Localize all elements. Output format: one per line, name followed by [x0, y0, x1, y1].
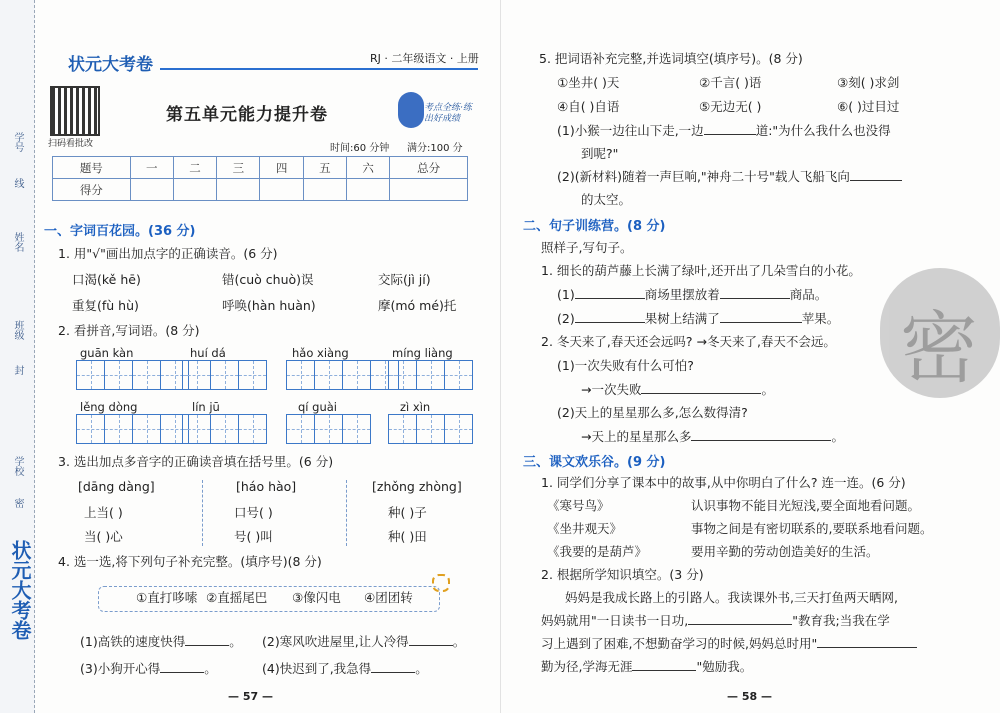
q5-word: ⑥( )过目过: [837, 99, 900, 114]
score-col-5: 五: [303, 157, 346, 179]
score-col-2: 二: [173, 157, 216, 179]
q2-pinyin: hǎo xiàng: [292, 346, 349, 360]
q4-item: (2)寒风吹进屋里,让人冷得 。: [262, 634, 466, 649]
q5-s2-cont: 的太空。: [581, 192, 632, 207]
q4-option: ③像闪电: [292, 590, 341, 605]
header-rule: [160, 68, 478, 70]
s2q1b-mid: 果树上结满了: [644, 311, 720, 326]
answer-blank[interactable]: [575, 310, 645, 323]
s2q1a-end: 商品。: [789, 287, 828, 302]
q3-group-header: [háo hào]: [236, 479, 297, 494]
s2q1-a: [557, 286, 827, 304]
q2-pinyin: lín jū: [192, 400, 220, 414]
answer-blank[interactable]: [691, 428, 831, 441]
score-cell[interactable]: [390, 179, 468, 201]
section-3-title: 三、课文欢乐谷。(9 分): [523, 455, 666, 470]
q4-item: (3)小狗开心得 。: [80, 661, 217, 676]
q1-item: 错(cuò chuò)误: [222, 272, 314, 287]
q2-answer-grid[interactable]: [286, 360, 399, 390]
s2q2-b-answer: →天上的星星那么多 。: [581, 429, 844, 444]
s2q1a-mid: 商场里摆放着: [644, 287, 720, 302]
q2-answer-grid[interactable]: [286, 414, 371, 444]
q5-word: ①坐井( )天: [557, 75, 620, 90]
q4-item-text: (1)高铁的速度快得: [80, 634, 186, 649]
q2-pinyin: míng liàng: [392, 346, 453, 360]
s3q1-left[interactable]: 《坐井观天》: [547, 521, 623, 536]
q4-title: 4. 选一选,将下列句子补充完整。(填序号)(8 分): [58, 554, 322, 569]
binding-label-xingming: 姓名: [12, 232, 23, 252]
q4-option: ②直摇尾巴: [206, 590, 268, 605]
brand-logo: 状元大考卷: [68, 55, 153, 75]
answer-blank[interactable]: [704, 122, 756, 135]
page-number-right: — 58 —: [727, 690, 772, 703]
q5-word: ④自( )自语: [557, 99, 620, 114]
score-table-header-row: [53, 157, 468, 179]
q3-group-item: 种( )田: [388, 529, 427, 544]
q1-item: 摩(mó mé)托: [378, 298, 457, 313]
q3-group-item: 上当( ): [84, 505, 123, 520]
score-col-4: 四: [260, 157, 303, 179]
sun-icon: [432, 574, 450, 592]
answer-blank[interactable]: [641, 381, 761, 394]
s3q2-para-1: 妈妈是我成长路上的引路人。我读课外书,三天打鱼两天晒网,: [565, 590, 898, 605]
s2q2-a: (1)一次失败有什么可怕?: [557, 358, 694, 373]
q2-answer-grid[interactable]: [388, 414, 473, 444]
para3-a: 习上遇到了困难,不想勤奋学习的时候,妈妈总时用": [541, 636, 818, 651]
score-cell[interactable]: [173, 179, 216, 201]
binding-mark-feng: 封: [12, 365, 23, 375]
page-number-left: — 57 —: [228, 690, 273, 703]
binding-mark-mi: 密: [12, 498, 23, 508]
q3-divider: [202, 480, 203, 546]
answer-blank[interactable]: [632, 658, 696, 671]
q1-item: 口渴(kě hē): [72, 272, 141, 287]
exam-full-score: 满分:100 分: [407, 143, 463, 154]
q5-sentence-1: [557, 122, 891, 140]
s2q1-example: 1. 细长的葫芦藤上长满了绿叶,还开出了几朵雪白的小花。: [541, 263, 861, 278]
q5-word: ②千言( )语: [699, 75, 762, 90]
para4-b: "勉励我。: [696, 659, 753, 674]
s2q2-example: 2. 冬天来了,春天还会远吗? →冬天来了,春天不会远。: [541, 334, 836, 349]
s3q2-para-4: [541, 658, 752, 676]
secret-seal-stamp: [880, 268, 1000, 398]
q5-s1-text: (1)小猴一边往山下走,一边: [557, 123, 704, 138]
header-meta: RJ · 二年级语文 · 上册: [370, 52, 479, 65]
mascot-icon: [398, 92, 424, 128]
score-col-total: 总分: [390, 157, 468, 179]
q1-item: 重复(fù hù): [72, 298, 139, 313]
s3q2-para-2: [541, 612, 890, 630]
q3-divider: [346, 480, 347, 546]
answer-blank[interactable]: [850, 168, 902, 181]
q3-group-item: 种( )子: [388, 505, 427, 520]
q5-word: ⑤无边无( ): [699, 99, 762, 114]
q4-option: ①直打哆嗦: [136, 590, 198, 605]
q5-s2-text: (2)(新材料)随着一声巨响,"神舟二十号"载人飞船飞向: [557, 169, 850, 184]
s2q2a-ans-prefix: →一次失败: [581, 382, 642, 397]
score-table: [52, 156, 468, 201]
s2q2-b: (2)天上的星星那么多,怎么数得清?: [557, 405, 748, 420]
q2-pinyin: lěng dòng: [80, 400, 138, 414]
q4-item-text: (4)快迟到了,我急得: [262, 661, 372, 676]
s3q1-title: 1. 同学们分享了课本中的故事,从中你明白了什么? 连一连。(6 分): [541, 475, 906, 490]
q3-title: 3. 选出加点多音字的正确读音填在括号里。(6 分): [58, 454, 334, 469]
q2-pinyin: huí dá: [190, 346, 226, 360]
score-row-label: 得分: [53, 179, 131, 201]
answer-blank[interactable]: [575, 286, 645, 299]
score-cell[interactable]: [217, 179, 260, 201]
q2-pinyin: qí guài: [298, 400, 337, 414]
answer-blank[interactable]: [720, 310, 802, 323]
mascot-slogan: 考点全练·练出好成绩: [424, 103, 472, 124]
s3q1-right[interactable]: 事物之间是有密切联系的,要联系地看问题。: [691, 521, 933, 536]
page-title: 第五单元能力提升卷: [166, 105, 328, 125]
q2-pinyin: zì xìn: [400, 400, 431, 414]
binding-mark-xian: 线: [12, 178, 23, 188]
q3-group-item: 当( )心: [84, 529, 123, 544]
para2-b: "教育我;当我在学: [792, 613, 890, 628]
score-col-6: 六: [347, 157, 390, 179]
q2-pinyin: guān kàn: [80, 346, 134, 360]
q3-group-header: [zhǒng zhòng]: [372, 479, 462, 494]
seal-glyph: 密: [900, 304, 979, 394]
binding-logo: 状元大考卷: [8, 540, 32, 640]
s3q1-left[interactable]: 《我要的是葫芦》: [547, 544, 648, 559]
score-col-1: 一: [130, 157, 173, 179]
q3-group-header: [dāng dàng]: [78, 479, 155, 494]
section-1-title: 一、字词百花园。(36 分): [44, 224, 196, 239]
q2-answer-grid[interactable]: [182, 360, 267, 390]
q2-answer-grid[interactable]: [76, 414, 189, 444]
score-col-3: 三: [217, 157, 260, 179]
answer-blank[interactable]: [409, 633, 453, 646]
q2-answer-grid[interactable]: [388, 360, 473, 390]
score-col-tihao: 题号: [53, 157, 131, 179]
para2-a: 妈妈就用"一日读书一日功,: [541, 613, 689, 628]
q5-title: 5. 把词语补充完整,并选词填空(填序号)。(8 分): [539, 51, 803, 66]
q3-group-item: 口号( ): [234, 505, 273, 520]
s3q1-right[interactable]: 认识事物不能目光短浅,要全面地看问题。: [691, 498, 920, 513]
answer-blank[interactable]: [688, 612, 792, 625]
s2q1b-prefix: (2): [557, 311, 575, 326]
s2q1-b: [557, 310, 839, 328]
score-cell[interactable]: [130, 179, 173, 201]
q4-item-text: (3)小狗开心得: [80, 661, 161, 676]
score-table-score-row: [53, 179, 468, 201]
binding-label-xuexiao: 学校: [12, 456, 23, 476]
qr-code[interactable]: [50, 86, 100, 136]
q2-answer-grid[interactable]: [76, 360, 189, 390]
q4-item-text: (2)寒风吹进屋里,让人冷得: [262, 634, 409, 649]
section-2-title: 二、句子训练营。(8 分): [523, 219, 666, 234]
q3-group-item: 号( )叫: [234, 529, 273, 544]
q2-title: 2. 看拼音,写词语。(8 分): [58, 323, 200, 338]
q4-option: ④团团转: [364, 590, 413, 605]
para4-a: 勤为径,学海无涯: [541, 659, 633, 674]
s2q2b-ans-prefix: →天上的星星那么多: [581, 429, 692, 444]
q4-item: (4)快迟到了,我急得 。: [262, 661, 428, 676]
q2-answer-grid[interactable]: [182, 414, 267, 444]
answer-blank[interactable]: [185, 633, 229, 646]
q1-item: 呼唤(hàn huàn): [222, 298, 316, 313]
section-2-intro: 照样子,写句子。: [541, 240, 633, 255]
q1-title: 1. 用"√"画出加点字的正确读音。(6 分): [58, 246, 278, 261]
answer-blank[interactable]: [720, 286, 790, 299]
q5-s1-cont: 到呢?": [581, 146, 619, 161]
q5-word: ③刻( )求剑: [837, 75, 900, 90]
s2q1b-end: 苹果。: [801, 311, 840, 326]
s2q1a-prefix: (1): [557, 287, 575, 302]
s2q2-a-answer: →一次失败 。: [581, 382, 774, 397]
exam-time: 时间:60 分钟: [330, 143, 390, 154]
answer-blank[interactable]: [371, 660, 415, 673]
answer-blank[interactable]: [160, 660, 204, 673]
q5-sentence-2: [557, 168, 902, 186]
qr-label: 扫码看批改: [48, 139, 94, 149]
q5-s1-text-b: 道:"为什么我什么也没得: [755, 123, 891, 138]
s3q1-left[interactable]: 《寒号鸟》: [547, 498, 610, 513]
s3q1-right[interactable]: 要用辛勤的劳动创造美好的生活。: [691, 544, 879, 559]
score-cell[interactable]: [260, 179, 303, 201]
binding-label-banji: 班级: [12, 320, 23, 340]
binding-strip: [0, 0, 35, 713]
s3q2-title: 2. 根据所学知识填空。(3 分): [541, 567, 704, 582]
score-cell[interactable]: [303, 179, 346, 201]
score-cell[interactable]: [347, 179, 390, 201]
s3q2-para-3: [541, 635, 917, 653]
answer-blank[interactable]: [817, 635, 917, 648]
q4-item: (1)高铁的速度快得 。: [80, 634, 242, 649]
q1-item: 交际(jì jí): [378, 272, 431, 287]
binding-label-xuehao: 学号: [12, 132, 23, 152]
